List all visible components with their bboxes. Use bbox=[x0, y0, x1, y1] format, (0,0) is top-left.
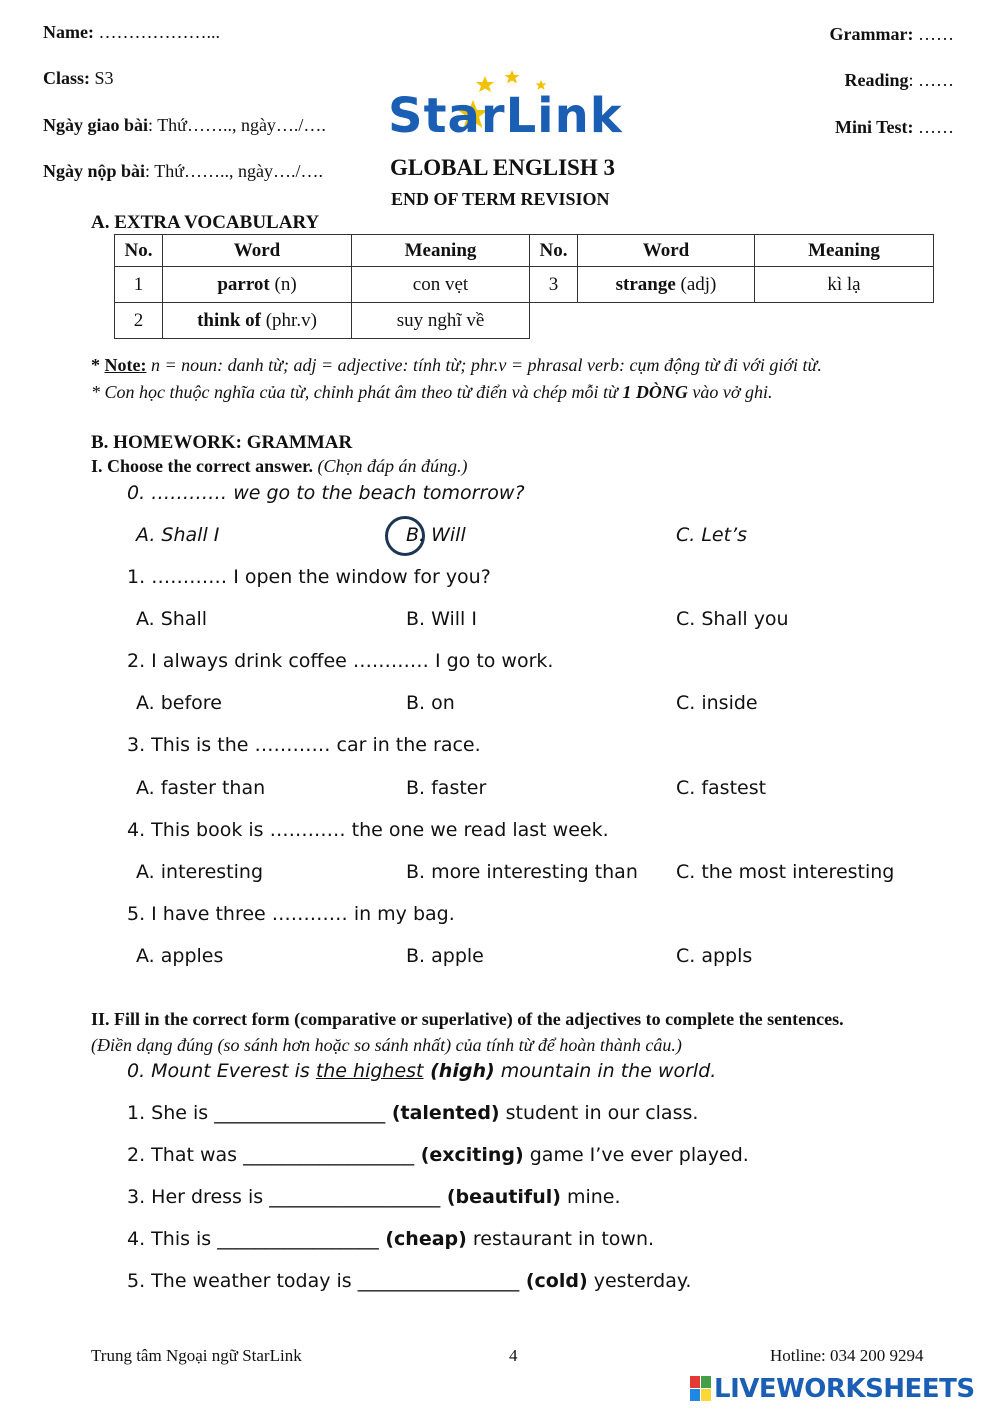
fill-sentence-3 bbox=[127, 1186, 621, 1208]
option-b[interactable]: B. faster bbox=[406, 777, 487, 799]
sentence-post: restaurant in town. bbox=[466, 1228, 655, 1250]
option-a[interactable]: A. Shall I bbox=[136, 524, 220, 546]
instruction-bold: 1 DÒNG bbox=[622, 382, 688, 402]
instruction-part1: * Con học thuộc nghĩa của từ, chỉnh phát âm theo từ điển và chép mỗi từ bbox=[91, 382, 623, 402]
option-c[interactable]: C. appls bbox=[676, 945, 753, 967]
col-no: No. bbox=[115, 235, 163, 267]
part1-subheading: (Chọn đáp án đúng.) bbox=[312, 456, 468, 476]
col-word: Word bbox=[163, 235, 352, 267]
cell-no: 2 bbox=[115, 303, 163, 339]
page-number: 4 bbox=[509, 1346, 518, 1365]
cell-word bbox=[163, 267, 352, 303]
option-b[interactable]: B. more interesting than bbox=[406, 861, 638, 883]
grammar-value: …… bbox=[913, 24, 954, 44]
watermark-text: LIVEWORKSHEETS bbox=[714, 1374, 975, 1404]
adjective-hint: (cold) bbox=[519, 1270, 588, 1292]
instruction-part2: vào vở ghi. bbox=[687, 382, 773, 402]
col-meaning-2: Meaning bbox=[755, 235, 934, 267]
fill-sentence-4 bbox=[127, 1228, 654, 1250]
example-answer: the highest bbox=[315, 1060, 424, 1082]
option-b[interactable]: B. Will bbox=[406, 524, 466, 546]
empty-cell bbox=[530, 303, 578, 339]
class-line bbox=[43, 68, 114, 89]
answer-blank[interactable]: __________________ bbox=[269, 1186, 441, 1208]
pos: (phr.v) bbox=[260, 309, 317, 331]
grammar-score bbox=[830, 24, 954, 45]
minitest-label: Mini Test: bbox=[834, 117, 914, 137]
page-subtitle: END OF TERM REVISION bbox=[391, 189, 610, 209]
question-2: 2. I always drink coffee ………… I go to work. bbox=[127, 650, 554, 672]
option-c[interactable]: C. Shall you bbox=[676, 608, 789, 630]
table-row bbox=[115, 267, 934, 303]
part2-title: II. Fill in the correct form (comparative or superlative) of the adjectives to complete the sentences. bbox=[91, 1009, 844, 1029]
submit-date-value: : Thứ…….., ngày…./…. bbox=[145, 161, 323, 181]
answer-blank[interactable]: _________________ bbox=[217, 1228, 379, 1250]
empty-cell bbox=[755, 303, 934, 339]
option-b[interactable]: B. on bbox=[406, 692, 455, 714]
table-row bbox=[115, 303, 934, 339]
answer-blank[interactable]: __________________ bbox=[214, 1102, 386, 1124]
vocab-note bbox=[91, 355, 822, 376]
class-value: S3 bbox=[90, 68, 114, 88]
answer-blank[interactable]: __________________ bbox=[243, 1144, 415, 1166]
option-a[interactable]: A. faster than bbox=[136, 777, 266, 799]
question-4: 4. This book is ………… the one we read last week. bbox=[127, 819, 609, 841]
section-b-title: B. HOMEWORK: GRAMMAR bbox=[91, 432, 353, 453]
option-b[interactable]: B. Will I bbox=[406, 608, 477, 630]
question-0: 0. ………… we go to the beach tomorrow? bbox=[127, 482, 525, 504]
part2-subtitle: (Điền dạng đúng (so sánh hơn hoặc so sánh nhất) của tính từ để hoàn thành câu.) bbox=[91, 1035, 682, 1055]
sentence-post: student in our class. bbox=[499, 1102, 699, 1124]
sentence-post: yesterday. bbox=[587, 1270, 692, 1292]
adjective-hint: (talented) bbox=[385, 1102, 500, 1124]
assign-date-value: : Thứ…….., ngày…./…. bbox=[148, 115, 326, 135]
option-b[interactable]: B. apple bbox=[406, 945, 484, 967]
assign-date-label: Ngày giao bài bbox=[43, 115, 149, 135]
sentence-pre: 2. That was bbox=[127, 1144, 244, 1166]
vocab-instruction bbox=[91, 382, 772, 403]
sentence-post: game I’ve ever played. bbox=[523, 1144, 749, 1166]
pos: (n) bbox=[269, 273, 297, 295]
section-a-title: A. EXTRA VOCABULARY bbox=[91, 212, 320, 233]
question-3: 3. This is the ………… car in the race. bbox=[127, 734, 481, 756]
question-5: 5. I have three ………… in my bag. bbox=[127, 903, 455, 925]
adjective-hint: (cheap) bbox=[378, 1228, 467, 1250]
footer-hotline: Hotline: 034 200 9294 bbox=[770, 1346, 924, 1365]
assign-date-line bbox=[43, 115, 326, 136]
fill-sentence-1 bbox=[127, 1102, 698, 1124]
starlink-logo bbox=[388, 68, 638, 148]
name-value: ………………... bbox=[93, 22, 220, 42]
example-post: mountain in the world. bbox=[494, 1060, 717, 1082]
option-c[interactable]: C. fastest bbox=[676, 777, 767, 799]
sentence-post: mine. bbox=[560, 1186, 621, 1208]
option-a[interactable]: A. interesting bbox=[136, 861, 264, 883]
cell-word bbox=[163, 303, 352, 339]
cell-no: 1 bbox=[115, 267, 163, 303]
sentence-pre: 4. This is bbox=[127, 1228, 218, 1250]
example-sentence bbox=[127, 1060, 716, 1082]
note-prefix: * bbox=[91, 355, 105, 375]
question-1: 1. ………… I open the window for you? bbox=[127, 566, 491, 588]
page-title: GLOBAL ENGLISH 3 bbox=[390, 155, 615, 180]
cell-meaning: suy nghĩ về bbox=[352, 303, 530, 339]
footer-center-name: Trung tâm Ngoại ngữ StarLink bbox=[91, 1346, 302, 1365]
note-label: Note: bbox=[104, 355, 147, 375]
vocabulary-table bbox=[114, 234, 934, 339]
fill-sentence-5 bbox=[127, 1270, 691, 1292]
liveworksheets-logo-icon bbox=[690, 1376, 712, 1402]
adjective-hint: (exciting) bbox=[414, 1144, 524, 1166]
note-text: n = noun: danh từ; adj = adjective: tính từ; phr.v = phrasal verb: cụm động từ đi với giới từ. bbox=[146, 355, 822, 375]
cell-word-2 bbox=[578, 267, 755, 303]
example-pre: 0. Mount Everest is bbox=[127, 1060, 316, 1082]
submit-date-label: Ngày nộp bài bbox=[43, 161, 146, 181]
reading-score bbox=[844, 70, 954, 91]
cell-no-2: 3 bbox=[530, 267, 578, 303]
col-word-2: Word bbox=[578, 235, 755, 267]
word: strange bbox=[615, 273, 676, 295]
answer-blank[interactable]: _________________ bbox=[357, 1270, 520, 1292]
part1-title bbox=[91, 456, 467, 477]
name-line bbox=[43, 22, 220, 43]
part1-heading: I. Choose the correct answer. bbox=[91, 456, 313, 476]
grammar-label: Grammar: bbox=[829, 24, 914, 44]
submit-date-line bbox=[43, 161, 323, 182]
reading-label: Reading bbox=[844, 70, 909, 90]
option-c[interactable]: C. Let’s bbox=[676, 524, 748, 546]
name-label: Name: bbox=[43, 22, 94, 42]
reading-value: : …… bbox=[908, 70, 954, 90]
word: think of bbox=[197, 309, 261, 331]
word: parrot bbox=[217, 273, 270, 295]
adjective-hint: (beautiful) bbox=[440, 1186, 561, 1208]
col-no-2: No. bbox=[530, 235, 578, 267]
sentence-pre: 3. Her dress is bbox=[127, 1186, 270, 1208]
fill-sentence-2 bbox=[127, 1144, 749, 1166]
option-a[interactable]: A. before bbox=[136, 692, 222, 714]
option-a[interactable]: A. Shall bbox=[136, 608, 208, 630]
cell-meaning: con vẹt bbox=[352, 267, 530, 303]
option-c[interactable]: C. inside bbox=[676, 692, 758, 714]
logo-text: StarLink bbox=[388, 88, 623, 144]
class-label: Class: bbox=[43, 68, 91, 88]
col-meaning: Meaning bbox=[352, 235, 530, 267]
minitest-value: …… bbox=[913, 117, 954, 137]
empty-cell bbox=[578, 303, 755, 339]
cell-meaning-2: kì lạ bbox=[755, 267, 934, 303]
option-c[interactable]: C. the most interesting bbox=[676, 861, 895, 883]
sentence-pre: 1. She is bbox=[127, 1102, 215, 1124]
pos: (adj) bbox=[675, 273, 717, 295]
example-adj: (high) bbox=[423, 1060, 495, 1082]
sentence-pre: 5. The weather today is bbox=[127, 1270, 358, 1292]
table-header-row bbox=[115, 235, 934, 267]
option-a[interactable]: A. apples bbox=[136, 945, 224, 967]
minitest-score bbox=[835, 117, 954, 138]
